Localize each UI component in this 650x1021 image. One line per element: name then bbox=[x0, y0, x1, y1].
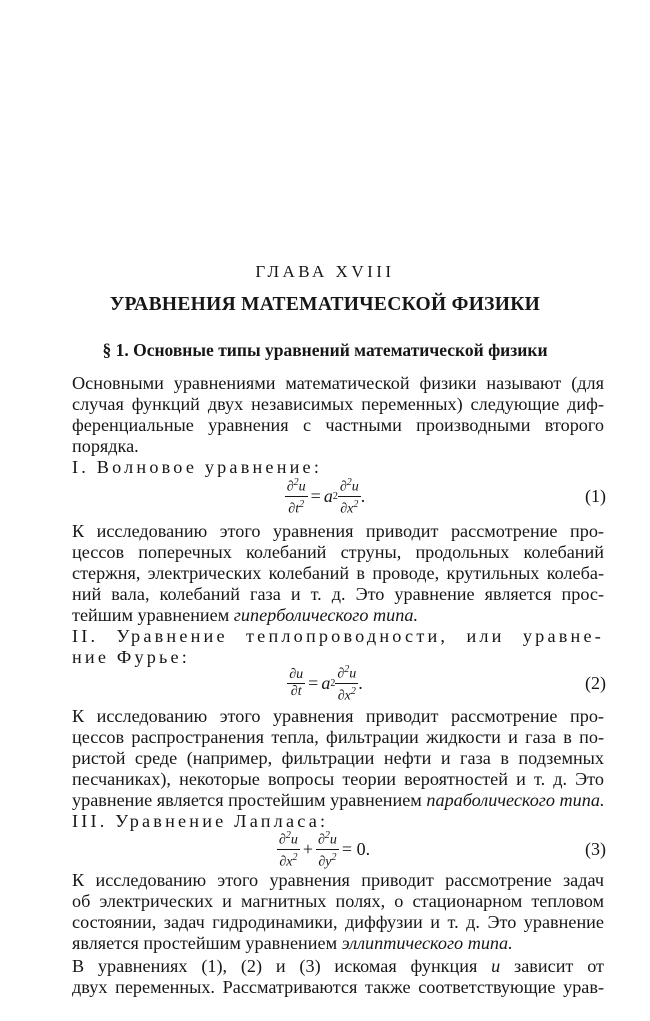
heat-text-4: песчаниках), некоторые вопросы теории вероятностей и т. д. Это bbox=[72, 769, 604, 789]
equation-3-number: (3) bbox=[585, 839, 606, 859]
laplace-text-3: состоянии, задач гидродинамики, диффузии и т. д. Это уравнение bbox=[72, 912, 604, 932]
chapter-title: УРАВНЕНИЯ МАТЕМАТИЧЕСКОЙ ФИЗИКИ bbox=[109, 294, 541, 315]
heat-text-5: уравнение является простейшим уравнением параболического типа. bbox=[72, 790, 605, 810]
heat-text-3: ристой среде (например, фильтрации нефти и газа в подземных bbox=[72, 748, 604, 768]
laplace-text-4: является простейшим уравнением эллиптического типа. bbox=[72, 933, 513, 953]
equation-2-number: (2) bbox=[585, 673, 606, 693]
closing-line-2: двух переменных. Рассматриваются также соответствующие урав- bbox=[72, 977, 604, 997]
wave-type-label: гиперболического типа. bbox=[233, 605, 419, 625]
heat-heading-2: ние Фурье: bbox=[72, 647, 191, 667]
equation-1: $\frac{\partial^2u}{\partial t^2}$ = a 2 $\frac{\partial^2u}{\partial x^2}$ . (1) bbox=[0, 473, 650, 519]
intro-line-2: случая функций двух независимых переменных) следующие диф- bbox=[72, 394, 604, 414]
closing-line-1: В уравнениях (1), (2) и (3) искомая функция u зависит от bbox=[72, 956, 604, 976]
intro-line-4: порядка. bbox=[72, 436, 139, 456]
laplace-heading: III. Уравнение Лапласа: bbox=[72, 811, 329, 831]
laplace-text-1: К исследованию этого уравнения приводит рассмотрение задач bbox=[72, 870, 604, 890]
chapter-heading: ГЛАВА XVIII bbox=[255, 262, 395, 281]
heat-text-1: К исследованию этого уравнения приводит рассмотрение про- bbox=[72, 706, 604, 726]
laplace-text-2: об электрических и магнитных полях, о стационарном тепловом bbox=[72, 891, 604, 911]
heat-heading-1: II. Уравнение теплопроводности, или уравне- bbox=[72, 626, 604, 646]
wave-text-4: ний вала, колебаний газа и т. д. Это уравнение является прос- bbox=[72, 584, 604, 604]
laplace-type-label: эллиптического типа. bbox=[341, 933, 513, 953]
intro-line-1: Основными уравнениями математической физики называют (для bbox=[72, 373, 604, 393]
equation-3: $\frac{\partial^2u}{\partial x^2}$ + $\frac{\partial^2u}{\partial y^2}$ = 0. (3) bbox=[0, 826, 650, 872]
intro-line-3: ференциальные уравнения с частными производными второго bbox=[72, 415, 604, 435]
wave-heading: I. Волновое уравнение: bbox=[72, 457, 323, 477]
wave-text-2: цессов поперечных колебаний струны, продольных колебаний bbox=[72, 542, 604, 562]
section-heading: § 1. Основные типы уравнений математической физики bbox=[102, 340, 548, 360]
wave-text-5: тейшим уравнением гиперболического типа. bbox=[72, 605, 419, 625]
wave-text-3: стержня, электрических колебаний в проводе, крутильных колеба- bbox=[72, 563, 604, 583]
heat-text-2: цессов распространения тепла, фильтрации жидкости и газа в по- bbox=[72, 727, 604, 747]
wave-text-1: К исследованию этого уравнения приводит рассмотрение про- bbox=[72, 521, 604, 541]
equation-2: $\frac{\partial u}{\partial t}$ = a 2 $\frac{\partial^2u}{\partial x^2}$ . (2) bbox=[0, 660, 650, 706]
equation-1-number: (1) bbox=[585, 486, 606, 506]
heat-type-label: параболического типа. bbox=[426, 790, 605, 810]
